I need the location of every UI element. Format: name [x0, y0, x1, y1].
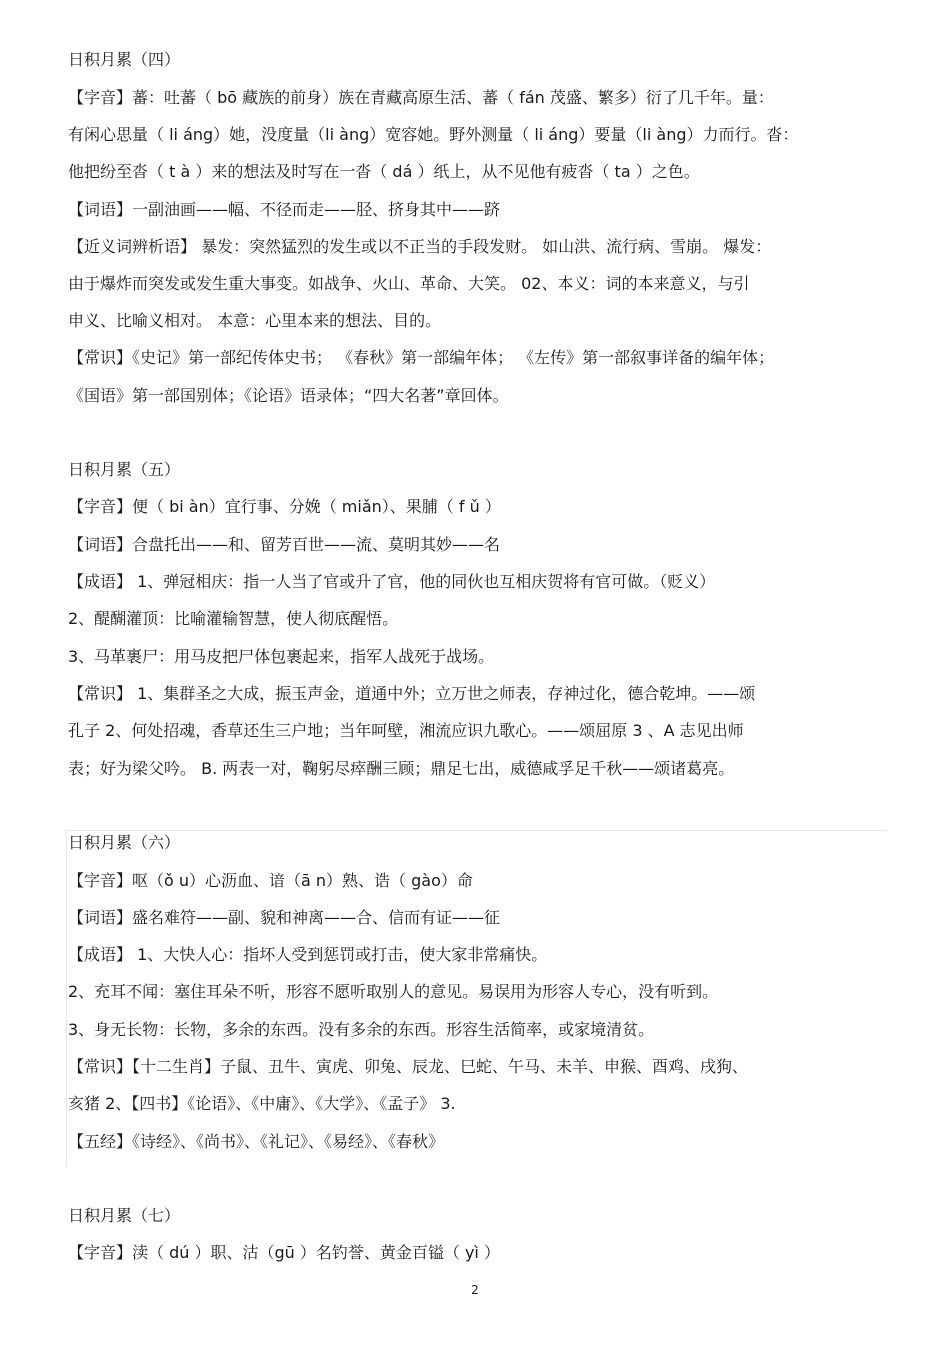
text-line: 【词语】一副油画——幅、不径而走——胫、挤身其中——跻 — [68, 200, 501, 219]
text-line: 他把纷至沓（ t à ）来的想法及时写在一沓（ dá ）纸上，从不见他有疲沓（ ta ）之色。 — [68, 162, 700, 181]
section-title: 日积月累（五） — [68, 460, 181, 479]
text-line: 【字音】蕃：吐蕃（ bō 藏族的前身）族在青藏高原生活、蕃（ fán 茂盛、繁多）衍了几千年。量： — [68, 88, 774, 107]
text-line: 3、身无长物：长物，多余的东西。没有多余的东西。形容生活简率，或家境清贫。 — [68, 1020, 655, 1039]
text-line: 申义、比喻义相对。 本意：心里本来的想法、目的。 — [68, 311, 442, 330]
text-line: 表；好为梁父吟。 B. 两表一对，鞠躬尽瘁酬三顾；鼎足七出，威德咸孚足千秋——颂诸葛亮。 — [68, 759, 735, 778]
text-line: 【成语】 1、弹冠相庆：指一人当了官或升了官，他的同伙也互相庆贺将有官可做。（贬义） — [68, 572, 716, 591]
section-title: 日积月累（六） — [68, 833, 181, 852]
text-line: 【词语】合盘托出——和、留芳百世——流、莫明其妙——名 — [68, 535, 501, 554]
section-title: 日积月累（四） — [68, 50, 181, 69]
text-line: 孔子 2、何处招魂，香草还生三户地；当年呵壁，湘流应识九歌心。——颂屈原 3 、A 志见出师 — [68, 721, 744, 740]
page-number: 2 — [471, 1283, 479, 1297]
text-line: 【词语】盛名难符——副、貌和神离——合、信而有证——征 — [68, 908, 501, 927]
text-line: 由于爆炸而突发或发生重大事变。如战争、火山、革命、大笑。 02、本义：词的本来意义，与引 — [68, 274, 750, 293]
text-line: 亥猪 2、【四书】《论语》、《中庸》、《大学》、《孟子》 3. — [68, 1094, 456, 1113]
text-line: 《国语》第一部国别体；《论语》语录体；“四大名著”章回体。 — [68, 386, 509, 405]
text-line: 2、醍醐灌顶：比喻灌输智慧，使人彻底醒悟。 — [68, 609, 399, 628]
text-line: 【字音】渎（ dú ）职、沽（gū ）名钓誉、黄金百镒（ yì ） — [68, 1243, 500, 1262]
text-line: 【字音】呕（ǒ u）心沥血、谙（ā n）熟、诰（ gào）命 — [68, 871, 473, 890]
section-title: 日积月累（七） — [68, 1206, 181, 1225]
text-line: 【五经】《诗经》、《尚书》、《礼记》、《易经》、《春秋》 — [68, 1132, 445, 1151]
text-line: 3、马革裹尸：用马皮把尸体包裹起来，指军人战死于战场。 — [68, 647, 495, 666]
text-line: 【常识】 1、集群圣之大成，振玉声金，道通中外；立万世之师表，存神过化，德合乾坤。——颂 — [68, 684, 756, 703]
text-line: 有闲心思量（ li áng）她，没度量（li àng）宽容她。野外测量（ li áng）要量（li àng）力而行。沓： — [68, 125, 799, 144]
text-line: 【常识】《史记》第一部纪传体史书； 《春秋》第一部编年体； 《左传》第一部叙事详备的编年体； — [68, 348, 775, 367]
text-line: 2、充耳不闻：塞住耳朵不听，形容不愿听取别人的意见。易误用为形容人专心，没有听到。 — [68, 982, 719, 1001]
text-line: 【字音】便（ bi àn）宜行事、分娩（ miǎn）、果脯（ f ǔ ） — [68, 497, 501, 516]
text-line: 【成语】 1、大快人心：指坏人受到惩罚或打击，使大家非常痛快。 — [68, 945, 548, 964]
text-line: 【近义词辨析语】 暴发：突然猛烈的发生或以不正当的手段发财。 如山洪、流行病、雪崩。 爆发： — [68, 237, 772, 256]
text-line: 【常识】【十二生肖】子鼠、丑牛、寅虎、卯兔、辰龙、巳蛇、午马、未羊、申猴、酉鸡、戌狗、 — [68, 1057, 749, 1076]
